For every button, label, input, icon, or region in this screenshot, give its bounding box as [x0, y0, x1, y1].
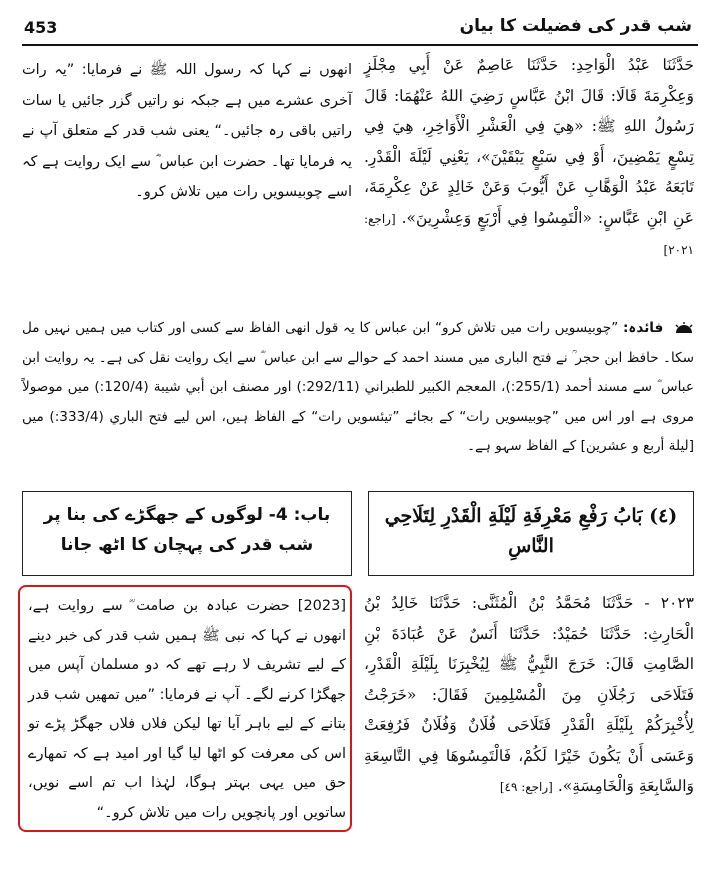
- fawaid-text: ”چوبیسویں رات میں تلاش کرو“ ابن عباس کا یہ قول انھی الفاظ سے کسی اور کتاب میں ہمیں نہیں مل سکا۔ حافظ ابن حجر ؒ نے فتح الباری میں مسند احمد کے حوالے سے ابن عباس ؓ سے ایک روایت نقل کی ہے۔ یہ روایت ابن عباس ؓ سے مسند أحمد (255/1:)، المعجم الكبير للطبراني (292/11:) اور مصنف ابن أبي شيبة (120/4:) میں موصولاً مروی ہے اور اس میں ”چوبیسویں رات“ کے بجائے ”تیئسویں رات“ کے الفاظ ہیں، اس لیے فتح الباري (333/4:) میں [ليلة أربع و عشرين] کے الفاظ سہو ہے۔: [22, 320, 695, 454]
- hadith-number-urdu: [2023]: [297, 598, 347, 614]
- fawaid-note: [22, 314, 694, 462]
- hadith-arabic-body-2: ٢٠٢٣ - حَدَّثَنَا مُحَمَّدُ بْنُ الْمُثَنَّى: حَدَّثَنَا خَالِدُ بْنُ الْحَارِثِ: حَدَّثَنَا حُمَيْدٌ: حَدَّثَنَا أَنَسٌ عَنْ عُبَادَةَ بْنِ الصَّامِتِ قَالَ: خَرَجَ النَّبِيُّ ﷺ لِيُخْبِرَنَا بِلَيْلَةِ الْقَدْرِ، فَتَلَاحَى رَجُلَانِ مِنَ الْمُسْلِمِينَ فَقَالَ: «خَرَجْتُ لِأُخْبِرَكُمْ بِلَيْلَةِ الْقَدْرِ فَتَلَاحَى فُلَانٌ وَفُلَانٌ فَرُفِعَتْ وَعَسَى أَنْ يَكُونَ خَيْرًا لَكُمْ، فَالْتَمِسُوهَا فِي التَّاسِعَةِ وَالسَّابِعَةِ وَالْخَامِسَةِ».: [364, 594, 694, 795]
- hadith-urdu-body-2: حضرت عبادہ بن صامت ؓ سے روایت ہے، انھوں نے کہا کہ نبی ﷺ ہمیں شب قدر کی خبر دینے کے لیے تشریف لا رہے تھے کہ دو مسلمان آپس میں جھگڑا کرنے لگے۔ آپ نے فرمایا: ”میں تمھیں شب قدر بتانے کے لیے باہر آیا تھا لیکن فلاں فلاں جھگڑ پڑے تو اس کی معرفت کو اٹھا لیا گیا اور امید ہے کہ تمھارے حق میں یہی بہتر ہوگا، لہٰذا اب تم اسے نویں، ساتویں اور پانچویں رات میں تلاش کرو۔“: [28, 598, 346, 821]
- hadith-urdu-translation-2: [28, 592, 346, 828]
- hadith-arabic-reference-2: [راجع: ٤٩]: [499, 780, 553, 794]
- hadith-arabic-reference-1: [راجع: ۲۰۲۱]: [364, 211, 694, 257]
- page-header-title: شب قدر کی فضیلت کا بیان: [459, 16, 692, 36]
- fawaid-label: فائدہ:: [622, 320, 664, 336]
- hadith-arabic-body-1: حَدَّثَنَا عَبْدُ الْوَاحِدِ: حَدَّثَنَا عَاصِمٌ عَنْ أَبِي مِجْلَزٍ وَعِكْرِمَةَ قَالَا: قَالَ ابْنُ عَبَّاسٍ رَضِيَ اللهُ عَنْهُمَا: قَالَ رَسُولُ اللهِ ﷺ: «هِيَ فِي الْعَشْرِ الْأَوَاخِرِ، هِيَ فِي تِسْعٍ يَمْضِينَ، أَوْ فِي سَبْعٍ يَبْقَيْنَ»، يَعْنِي لَيْلَةَ الْقَدْرِ. تَابَعَهُ عَبْدُ الْوَهَّابِ عَنْ أَيُّوبَ وَعَنْ خَالِدٍ عَنْ عِكْرِمَةَ، عَنِ ابْنِ عَبَّاسٍ: «الْتَمِسُوا فِي أَرْبَعٍ وَعِشْرِينَ».: [364, 56, 694, 227]
- sunrise-icon: [674, 322, 694, 334]
- chapter-heading-urdu: باب: 4- لوگوں کے جھگڑے کی بنا پر شب قدر کی پہچان کا اٹھ جانا: [22, 491, 352, 576]
- hadith-urdu-translation-1: انھوں نے کہا کہ رسول اللہ ﷺ نے فرمایا: ”یہ رات آخری عشرے میں ہے جبکہ نو راتیں گزر جائیں یا سات راتیں باقی رہ جائیں۔“ یعنی شب قدر کے متعلق آپ نے یہ فرمایا تھا۔ حضرت ابن عباس ؓ سے ایک روایت ہے کہ اسے چوبیسویں رات میں تلاش کرو۔: [22, 62, 352, 200]
- hadith-arabic-text-2: [364, 588, 694, 803]
- header-divider: [22, 44, 698, 46]
- chapter-heading-arabic: (٤) بَابُ رَفْعِ مَعْرِفَةِ لَيْلَةِ الْقَدْرِ لِتَلَاحِي النَّاسِ: [368, 491, 694, 576]
- page-number: 453: [24, 18, 58, 37]
- hadith-arabic-text-1: [364, 50, 694, 266]
